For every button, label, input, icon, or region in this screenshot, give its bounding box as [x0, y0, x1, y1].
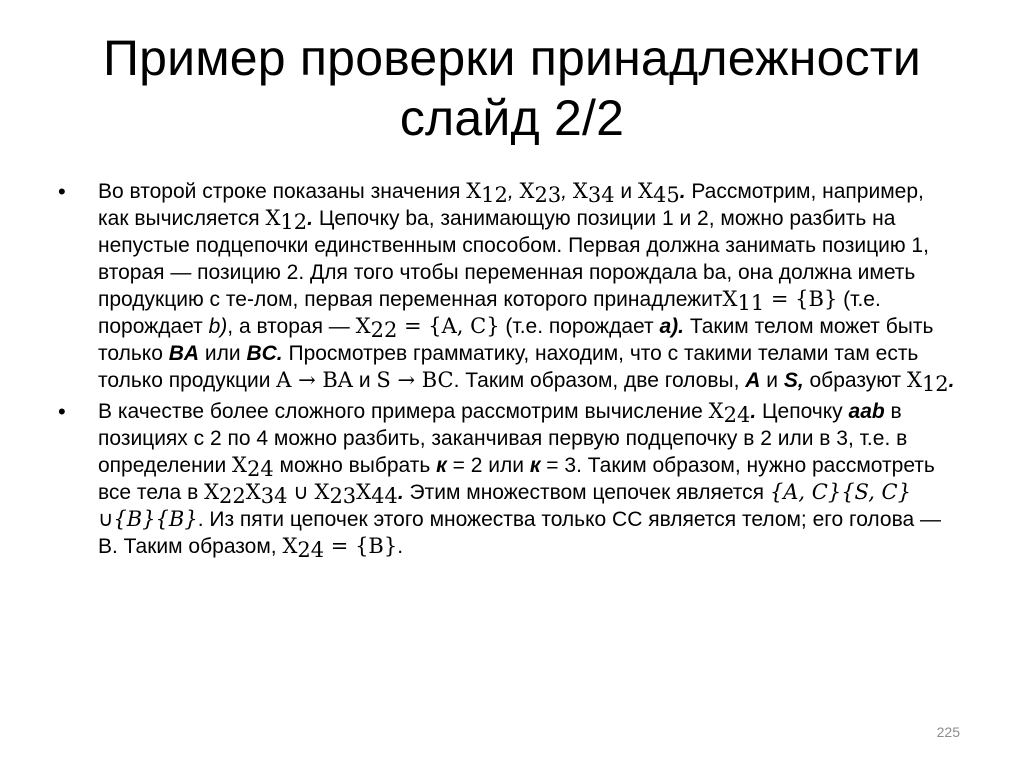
union-symbol: ∪ [98, 508, 114, 531]
math-expr: = {B} [324, 534, 398, 558]
text: A [745, 369, 761, 392]
text: (т.е. порождает [499, 315, 660, 338]
math-var: X [245, 480, 261, 504]
text: S, [783, 369, 804, 392]
math-var: X [282, 534, 298, 558]
math-var: X [355, 314, 371, 338]
text: и [760, 369, 784, 392]
title-line-1: Пример проверки принадлежности [102, 30, 922, 86]
text: . [679, 180, 686, 203]
text: . [948, 369, 955, 392]
math-var: X [519, 179, 535, 203]
text: в позициях с 2 по 4 можно разбить, заканчивая первую подцепочку в 2 или в 3, т.е. в определении [98, 400, 908, 477]
page-number: 225 [936, 724, 960, 740]
math-sub: 12 [280, 210, 308, 234]
math-sub: 44 [371, 484, 398, 508]
title-line-2: слайд 2/2 [399, 90, 625, 146]
text: Цепочку [756, 400, 849, 423]
slide-body [58, 178, 958, 560]
text: b) [208, 315, 228, 338]
math-sub: 24 [723, 403, 751, 427]
math-var: X [265, 206, 281, 230]
text: a). [659, 315, 684, 338]
math-expr: A → BA [276, 368, 353, 392]
math-expr: = {B} [764, 287, 838, 311]
math-sub: 22 [370, 318, 398, 342]
text: Рассмотрим, например, как вычисляется [98, 180, 924, 230]
math-sub: 34 [260, 484, 288, 508]
math-var: X [722, 287, 738, 311]
math-var: X [572, 179, 588, 203]
bullet-mark: • [58, 179, 66, 204]
text: Просмотрев грамматику, находим, что с такими телами там есть только продукции [98, 342, 919, 392]
bullet-paragraph-2 [58, 398, 958, 560]
text: BA [168, 342, 200, 365]
text: , [561, 180, 573, 203]
text: , [507, 180, 520, 203]
math-sub: 34 [587, 183, 615, 207]
math-expr: {A, C}{S, C} [769, 480, 911, 504]
text: . Таким образом, две головы, [453, 369, 746, 392]
text: и [614, 180, 638, 203]
text: Во второй строке показаны значения [98, 180, 467, 203]
bullet-mark: • [58, 399, 66, 424]
math-var: X [638, 179, 653, 203]
text: Этим множеством цепочек является [403, 481, 770, 504]
math-var: X [314, 480, 330, 504]
text: Таким телом может быть только [98, 315, 934, 365]
math-expr: S → BC [376, 368, 454, 392]
text: В качестве более сложного примера рассмотрим вычисление [98, 400, 709, 423]
bullet-paragraph-1 [58, 178, 958, 394]
math-sub: 12 [921, 372, 949, 396]
math-var: X [232, 453, 247, 477]
math-sub: 24 [297, 538, 325, 562]
text: Цепочку ba, занимающую позиции 1 и 2, можно разбить на непустые подцепочки единственным способом. Первая должна занимать позицию 1, вторая — позицию 2. Для того чтобы переменная порождала ba, она должна иметь продукцию с те-лом, первая переменная которого принадлежит [98, 207, 929, 311]
text: и [352, 369, 377, 392]
math-sub: 22 [219, 484, 246, 508]
text: к [529, 454, 541, 477]
text: или [199, 342, 247, 365]
text: = 2 или [446, 454, 530, 477]
text: образуют [803, 369, 907, 392]
text: . Из пяти цепочек этого множества только СС является телом; его голова — В. Таким образом, [98, 508, 942, 558]
math-expr: = {A, C} [397, 314, 500, 338]
text: aab [848, 400, 885, 423]
math-sub: 11 [737, 291, 765, 315]
math-sub: 23 [534, 183, 562, 207]
text: = 3. Таким образом, нужно рассмотреть все тела в [98, 454, 935, 504]
math-sub: 24 [246, 457, 274, 481]
text: (т.е. порождает [98, 288, 881, 338]
text: к [436, 454, 447, 477]
math-sub: 45 [652, 183, 680, 207]
text: . [397, 481, 404, 504]
math-sub: 23 [329, 484, 357, 508]
text: . [397, 535, 404, 558]
text: BC. [246, 342, 283, 365]
math-sub: 12 [481, 183, 508, 207]
math-expr: {B}{B} [113, 507, 198, 531]
text: , а вторая — [227, 315, 356, 338]
math-var: X [356, 480, 372, 504]
text: . [750, 400, 757, 423]
text: можно выбрать [273, 454, 437, 477]
text: . [307, 207, 313, 230]
slide-title [40, 28, 984, 148]
math-var: X [708, 399, 724, 423]
union-symbol: ∪ [287, 481, 315, 504]
math-var: X [466, 179, 482, 203]
math-var: X [906, 368, 922, 392]
math-var: X [204, 480, 220, 504]
